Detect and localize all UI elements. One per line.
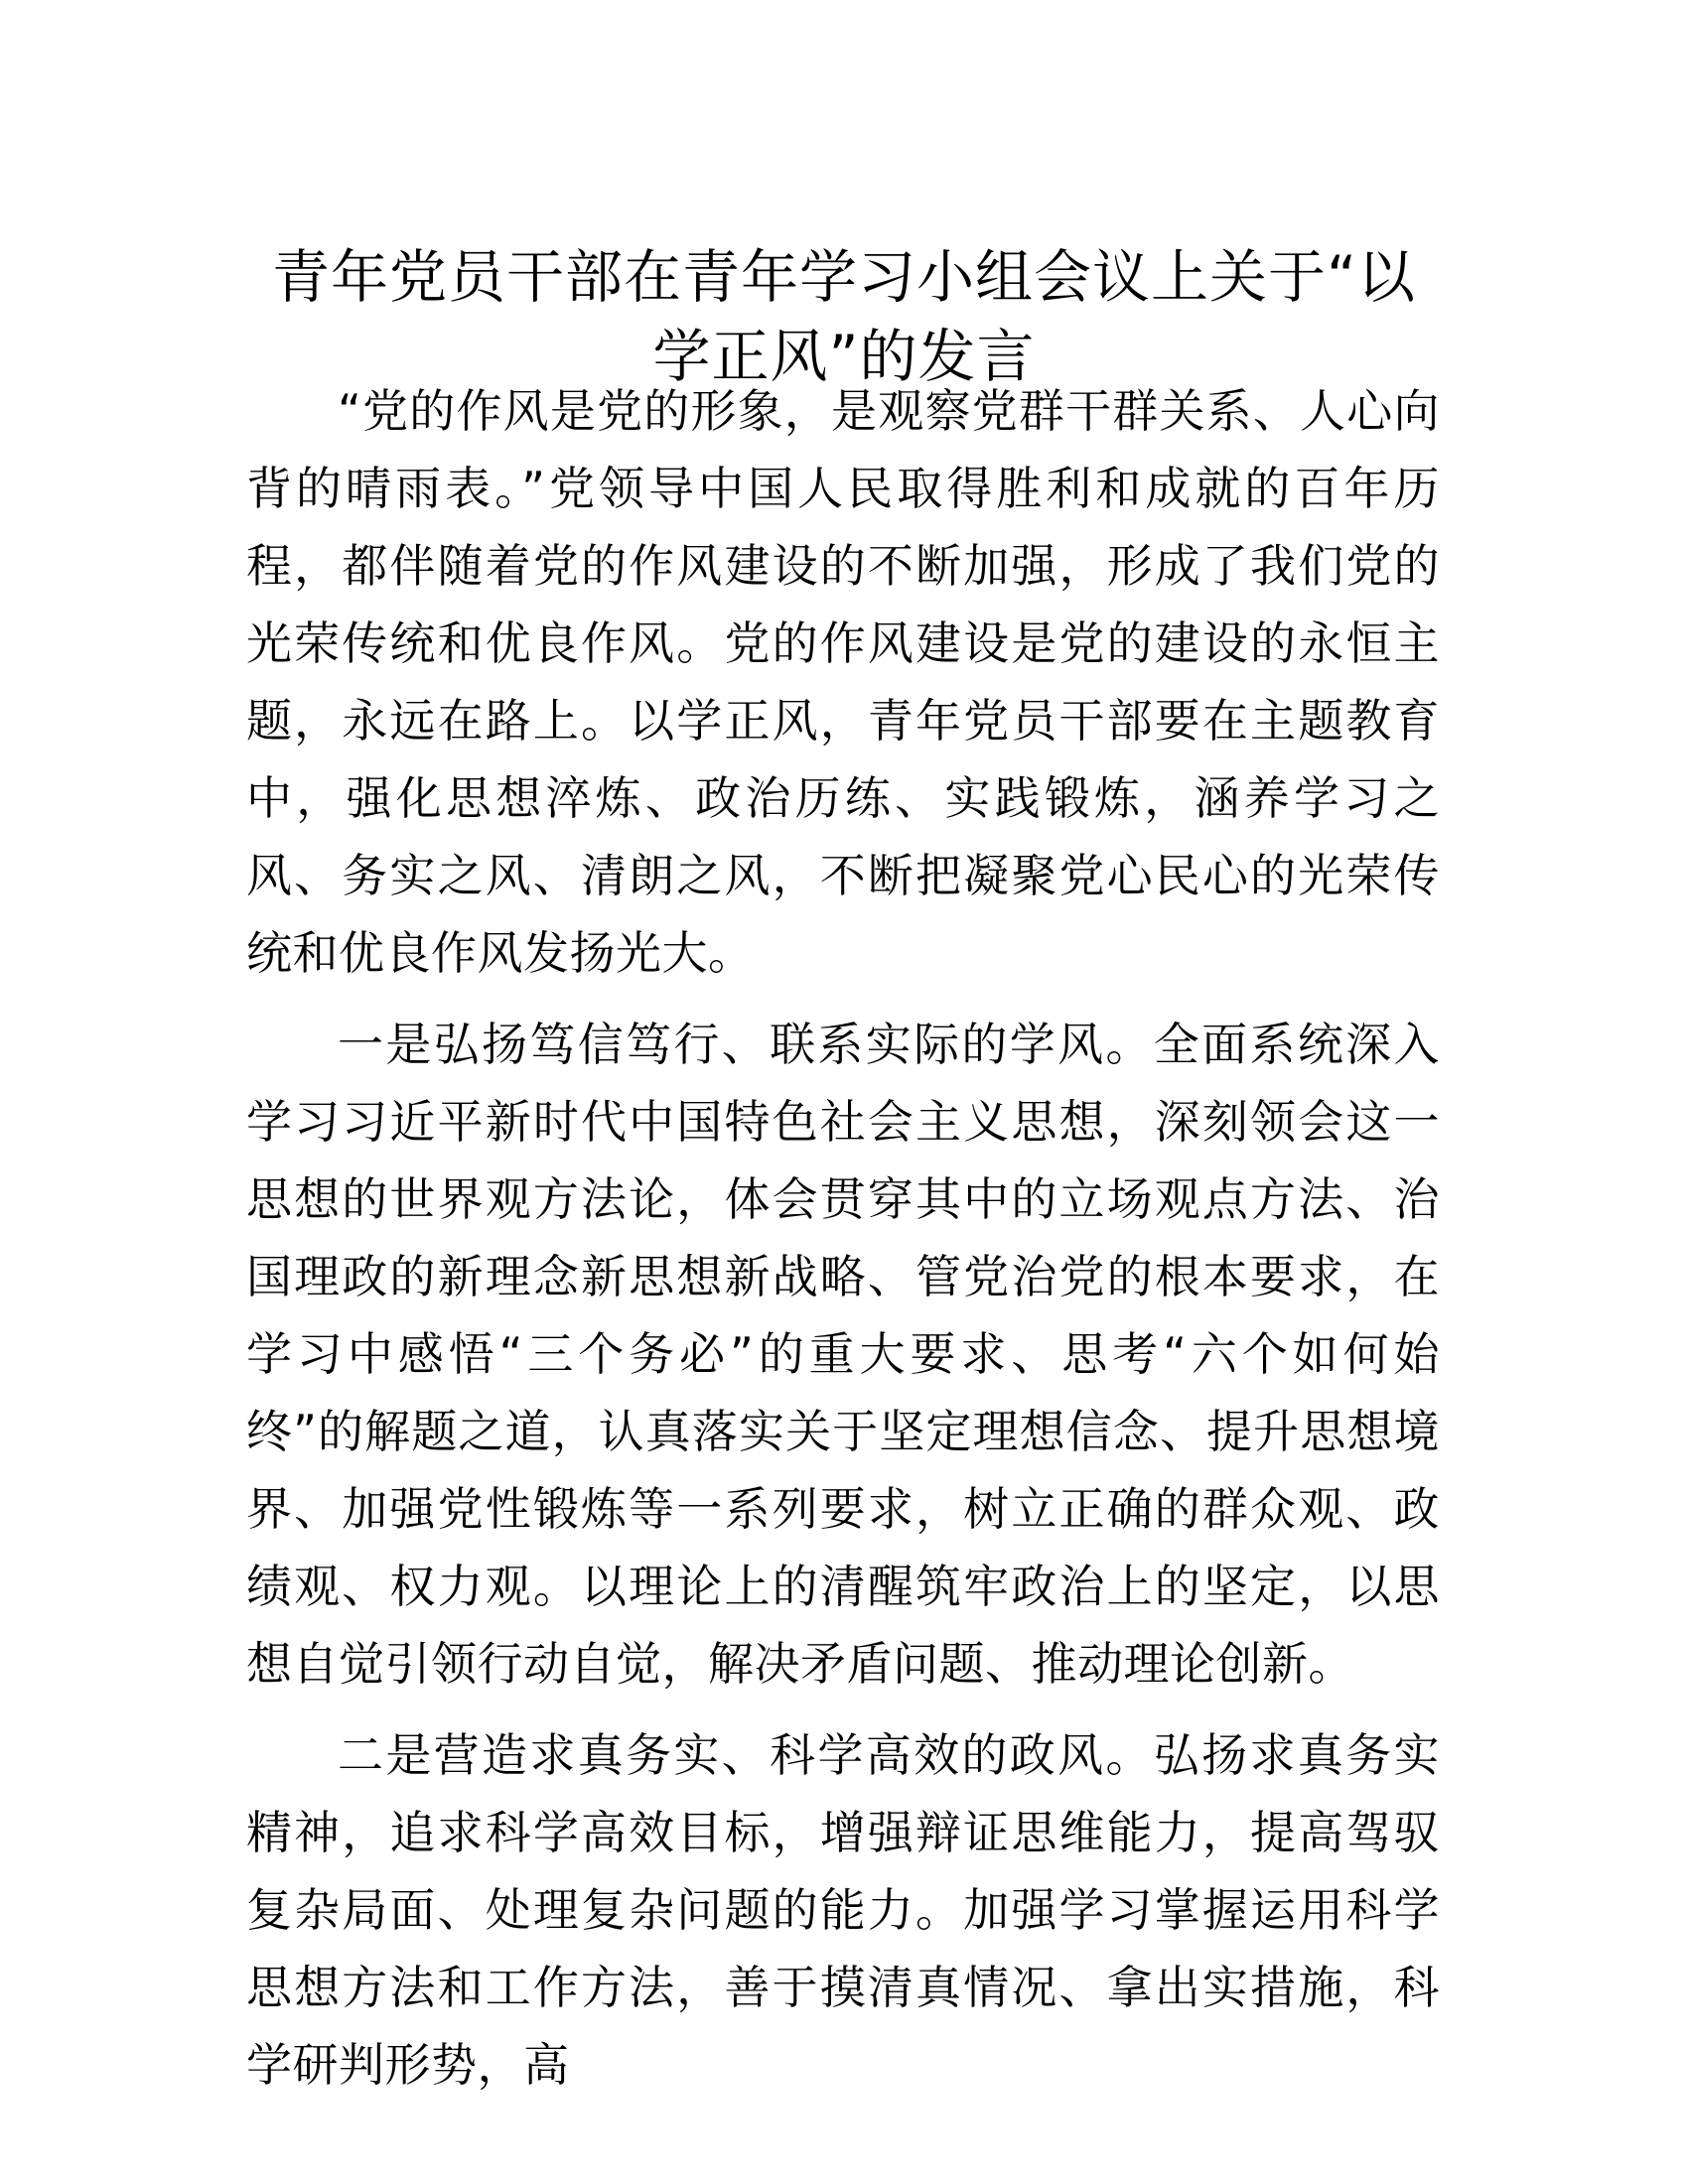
page-title: 青年党员干部在青年学习小组会议上关于“以学正风”的发言	[271, 242, 1417, 390]
paragraph-political-style: 二是营造求真务实、科学高效的政风。弘扬求真务实精神，追求科学高效目标，增强辩证思维能力，提高驾驭复杂局面、处理复杂问题的能力。加强学习掌握运用科学思想方法和工作方法，善于摸清真情况、拿出实措施，科学研判形势，高	[246, 1728, 1440, 2092]
paragraph-study-style: 一是弘扬笃信笃行、联系实际的学风。全面系统深入学习习近平新时代中国特色社会主义思想，深刻领会这一思想的世界观方法论，体会贯穿其中的立场观点方法、治国理政的新理念新思想新战略、管党治党的根本要求，在学习中感悟“三个务必”的重大要求、思考“六个如何始终”的解题之道，认真落实关于坚定理想信念、提升思想境界、加强党性锻炼等一系列要求，树立正确的群众观、政绩观、权力观。以理论上的清醒筑牢政治上的坚定，以思想自觉引领行动自觉，解决矛盾问题、推动理论创新。	[246, 1018, 1440, 1691]
paragraph-intro: “党的作风是党的形象，是观察党群干群关系、人心向背的晴雨表。”党领导中国人民取得胜利和成就的百年历程，都伴随着党的作风建设的不断加强，形成了我们党的光荣传统和优良作风。党的作风建设是党的建设的永恒主题，永远在路上。以学正风，青年党员干部要在主题教育中，强化思想淬炼、政治历练、实践锻炼，涵养学习之风、务实之风、清朗之风，不断把凝聚党心民心的光荣传统和优良作风发扬光大。	[246, 384, 1440, 980]
document-body	[246, 372, 1440, 2117]
